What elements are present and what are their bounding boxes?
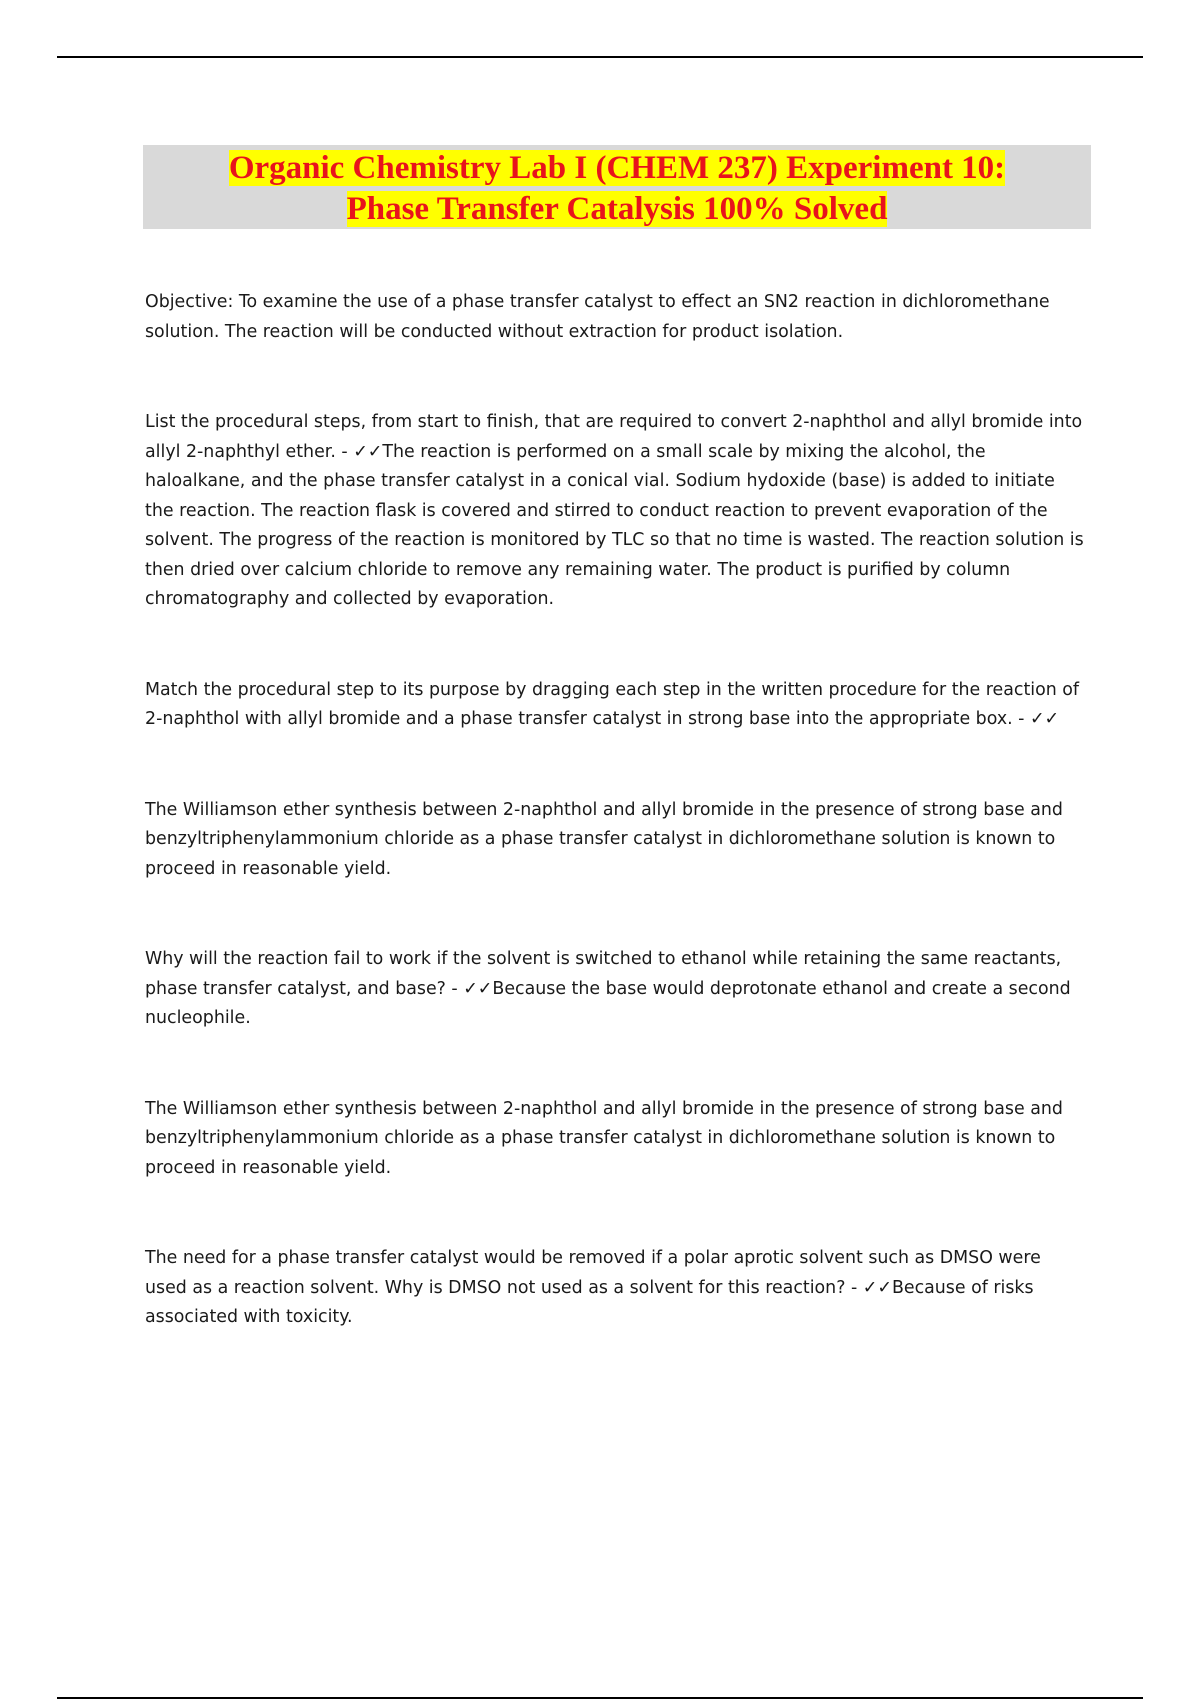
- williamson-text: The Williamson ether synthesis between 2-naphthol and allyl bromide in the presence of strong base and benzyltriphenylammonium chloride as a phase transfer catalyst in dichloromethane solution is known to proceed in reasonable yield.: [145, 799, 1063, 879]
- question-text: List the procedural steps, from start to finish, that are required to convert 2-naphthol and allyl bromide into allyl 2-naphthyl ether. -: [145, 412, 1083, 462]
- title-line-1: [143, 148, 1091, 189]
- objective-text: Objective: To examine the use of a phase transfer catalyst to effect an SN2 reaction in dichloromethane solution. The reaction will be conducted without extraction for product isolation.: [145, 292, 1050, 342]
- williamson-text: The Williamson ether synthesis between 2-naphthol and allyl bromide in the presence of strong base and benzyltriphenylammonium chloride as a phase transfer catalyst in dichloromethane solution is known to proceed in reasonable yield.: [145, 1098, 1063, 1178]
- title-line-2-text: Phase Transfer Catalysis 100% Solved: [346, 191, 888, 227]
- checkmark-icon: ✓✓: [862, 1277, 892, 1298]
- top-rule: [57, 56, 1143, 58]
- williamson-paragraph-1: [145, 796, 1085, 885]
- bottom-rule: [57, 1697, 1143, 1699]
- answer-text: Because of risks associated with toxicity.: [145, 1277, 1034, 1327]
- qa-ethanol-solvent: [145, 945, 1085, 1034]
- checkmark-icon: ✓✓: [463, 978, 493, 999]
- objective-paragraph: [145, 288, 1085, 347]
- title-banner: [143, 145, 1091, 229]
- checkmark-icon: ✓✓: [353, 441, 383, 462]
- title-line-2: [143, 189, 1091, 230]
- answer-text: Because the base would deprotonate ethanol and create a second nucleophile.: [145, 978, 1071, 1028]
- qa-match-steps: [145, 676, 1085, 735]
- williamson-paragraph-2: [145, 1095, 1085, 1184]
- document-body: [145, 288, 1085, 1394]
- question-text: Why will the reaction fail to work if the solvent is switched to ethanol while retaining the same reactants, phase transfer catalyst, and base? -: [145, 949, 1062, 999]
- question-text: Match the procedural step to its purpose by dragging each step in the written procedure for the reaction of 2-naphthol with allyl bromide and a phase transfer catalyst in strong base into the appropriate box. -: [145, 679, 1080, 729]
- title-line-1-text: Organic Chemistry Lab I (CHEM 237) Experiment 10:: [228, 150, 1006, 186]
- qa-dmso-solvent: [145, 1244, 1085, 1333]
- checkmark-icon: ✓✓: [1029, 709, 1060, 729]
- answer-text: The reaction is performed on a small scale by mixing the alcohol, the haloalkane, and the phase transfer catalyst in a conical vial. Sodium hydoxide (base) is added to initiate the reaction. The reaction flask is covered and stirred to conduct reaction to prevent evaporation of the solvent. The progress of the reaction is monitored by TLC so that no time is wasted. The reaction solution is then dried over calcium chloride to remove any remaining water. The product is purified by column chromatography and collected by evaporation.: [145, 441, 1084, 609]
- question-text: The need for a phase transfer catalyst would be removed if a polar aprotic solvent such as DMSO were used as a reaction solvent. Why is DMSO not used as a solvent for this reaction? -: [145, 1248, 1041, 1298]
- qa-procedural-steps: [145, 408, 1085, 615]
